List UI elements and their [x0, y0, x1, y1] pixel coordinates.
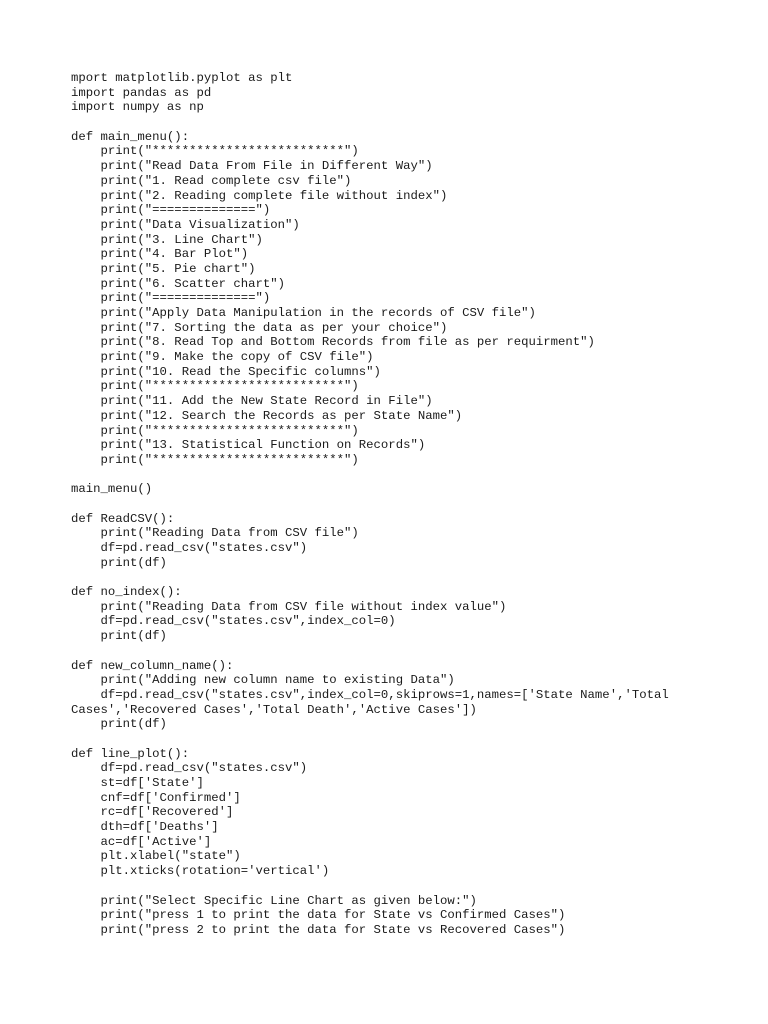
code-line: def new_column_name():	[71, 658, 234, 673]
code-line: print("**************************")	[71, 379, 359, 394]
code-line: print("5. Pie chart")	[71, 261, 256, 276]
code-line: main_menu()	[71, 482, 153, 497]
code-line: print("Adding new column name to existing Data")	[71, 673, 455, 688]
code-line: print("**************************")	[71, 423, 359, 438]
code-line: def line_plot():	[71, 746, 190, 761]
code-line: print("13. Statistical Function on Records")	[71, 438, 426, 453]
code-line: print("4. Bar Plot")	[71, 247, 249, 262]
code-line: print("**************************")	[71, 144, 359, 159]
code-line: df=pd.read_csv("states.csv",index_col=0,skiprows=1,names=['State Name','Total	[71, 687, 669, 702]
code-listing	[71, 71, 731, 938]
blank-line	[71, 879, 731, 894]
code-line: print("Read Data From File in Different Way")	[71, 159, 433, 174]
code-line: print("9. Make the copy of CSV file")	[71, 350, 374, 365]
code-line: print("Reading Data from CSV file")	[71, 526, 359, 541]
blank-line	[71, 468, 731, 483]
code-line: ac=df['Active']	[71, 834, 212, 849]
code-line: print("12. Search the Records as per State Name")	[71, 408, 463, 423]
code-line: print("==============")	[71, 291, 271, 306]
code-line: print("Apply Data Manipulation in the records of CSV file")	[71, 306, 536, 320]
code-line: print(df)	[71, 555, 167, 570]
blank-line	[71, 497, 731, 512]
code-line: plt.xlabel("state")	[71, 849, 241, 864]
code-line: print("Data Visualization")	[71, 217, 300, 232]
code-line: plt.xticks(rotation='vertical')	[71, 864, 330, 879]
code-line: import numpy as np	[71, 100, 204, 115]
code-line: print("Reading Data from CSV file without index value")	[71, 599, 507, 614]
blank-line	[71, 570, 731, 585]
code-line: print(df)	[71, 717, 167, 732]
code-line: print("press 2 to print the data for State vs Recovered Cases")	[71, 922, 566, 937]
code-line: mport matplotlib.pyplot as plt	[71, 71, 293, 85]
code-line: rc=df['Recovered']	[71, 805, 234, 820]
code-line: import pandas as pd	[71, 85, 212, 100]
code-line: print("==============")	[71, 203, 271, 218]
code-line: print(df)	[71, 629, 167, 644]
code-line: print("6. Scatter chart")	[71, 276, 286, 291]
blank-line	[71, 644, 731, 659]
code-line: print("**************************")	[71, 452, 359, 467]
code-line: Cases','Recovered Cases','Total Death','Active Cases'])	[71, 702, 477, 717]
code-line: def no_index():	[71, 585, 182, 600]
code-line: st=df['State']	[71, 776, 204, 790]
code-line: print("8. Read Top and Bottom Records from file as per requirment")	[71, 335, 595, 350]
code-line: df=pd.read_csv("states.csv")	[71, 761, 308, 776]
blank-line	[71, 115, 731, 130]
code-line: def main_menu():	[71, 129, 190, 144]
code-line: print("press 1 to print the data for State vs Confirmed Cases")	[71, 908, 566, 923]
code-line: df=pd.read_csv("states.csv",index_col=0)	[71, 614, 396, 629]
code-line: print("1. Read complete csv file")	[71, 173, 352, 188]
code-line: def ReadCSV():	[71, 511, 175, 526]
code-line: dth=df['Deaths']	[71, 820, 219, 835]
blank-line	[71, 732, 731, 747]
code-line: print("3. Line Chart")	[71, 232, 263, 247]
code-line: print("11. Add the New State Record in File")	[71, 394, 433, 409]
code-line: print("2. Reading complete file without index")	[71, 188, 448, 203]
code-line: cnf=df['Confirmed']	[71, 790, 241, 805]
code-line: print("7. Sorting the data as per your choice")	[71, 320, 448, 335]
code-line: print("Select Specific Line Chart as given below:")	[71, 893, 477, 908]
code-line: df=pd.read_csv("states.csv")	[71, 541, 308, 555]
code-line: print("10. Read the Specific columns")	[71, 364, 381, 379]
